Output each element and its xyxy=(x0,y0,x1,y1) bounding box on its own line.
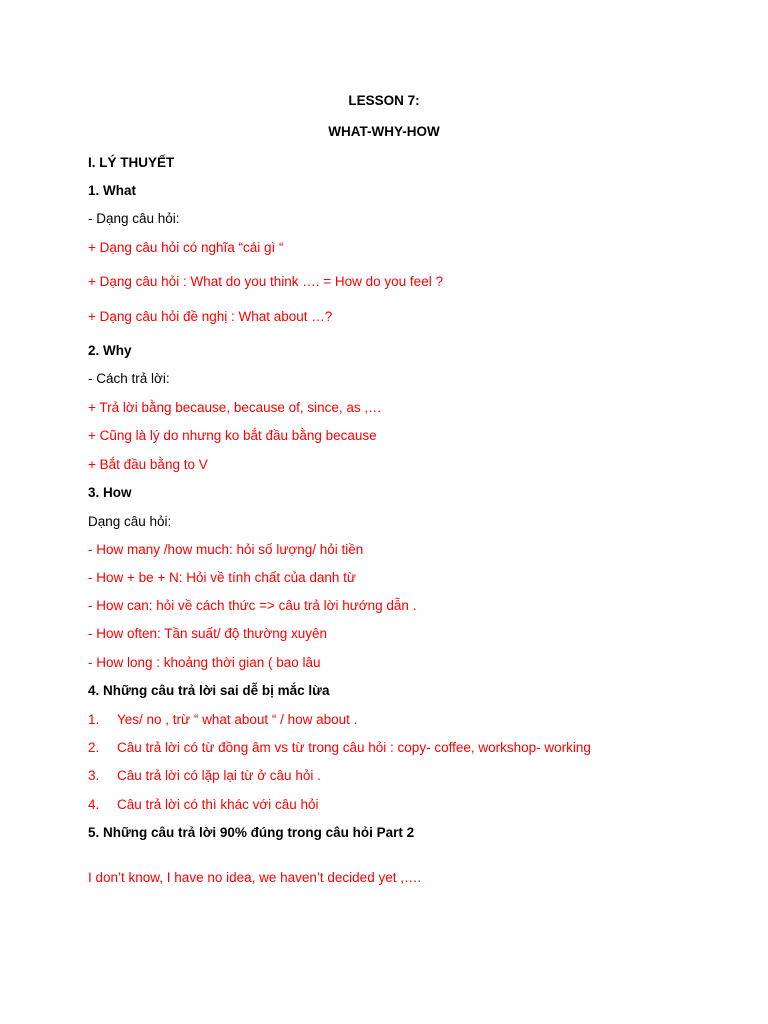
heading-why: 2. Why xyxy=(88,343,132,358)
how-item-3: - How can: hỏi về cách thức => câu trả lời hướng dẫn . xyxy=(88,598,417,613)
wrong-answer-number-1: 1. xyxy=(88,712,100,727)
why-intro: - Cách trả lời: xyxy=(88,371,170,386)
how-item-5: - How long : khoảng thời gian ( bao lâu xyxy=(88,655,321,670)
wrong-answer-number-3: 3. xyxy=(88,768,100,783)
heading-correct-answers: 5. Những câu trả lời 90% đúng trong câu hỏi Part 2 xyxy=(88,825,415,840)
wrong-answer-item-3: Câu trả lời có lặp lại từ ở câu hỏi . xyxy=(117,768,321,783)
heading-what: 1. What xyxy=(88,183,137,198)
what-intro: - Dạng câu hỏi: xyxy=(88,211,180,226)
wrong-answer-number-4: 4. xyxy=(88,797,100,812)
what-item-1: + Dạng câu hỏi có nghĩa “cái gì “ xyxy=(88,240,284,255)
how-item-2: - How + be + N: Hỏi về tính chất của danh từ xyxy=(88,570,356,585)
why-item-3: + Bắt đầu bằng to V xyxy=(88,457,208,472)
heading-wrong-answers: 4. Những câu trả lời sai dễ bị mắc lừa xyxy=(88,683,330,698)
why-item-2: + Cũng là lý do nhưng ko bắt đầu bằng because xyxy=(88,428,377,443)
how-intro: Dạng câu hỏi: xyxy=(88,514,172,529)
wrong-answer-number-2: 2. xyxy=(88,740,100,755)
how-item-1: - How many /how much: hỏi số lượng/ hỏi tiền xyxy=(88,542,364,557)
heading-how: 3. How xyxy=(88,485,132,500)
wrong-answer-item-1: Yes/ no , trừ “ what about “ / how about . xyxy=(117,712,358,727)
how-item-4: - How often: Tần suất/ độ thường xuyên xyxy=(88,626,328,641)
lesson-title: LESSON 7: xyxy=(348,93,420,108)
wrong-answer-item-2: Câu trả lời có từ đồng âm vs từ trong câu hỏi : copy- coffee, workshop- working xyxy=(117,740,591,755)
correct-answers-text: I don’t know, I have no idea, we haven’t decided yet ,…. xyxy=(88,870,422,885)
why-item-1: + Trả lời bằng because, because of, since, as ,… xyxy=(88,400,382,415)
what-item-2: + Dạng câu hỏi : What do you think …. = How do you feel ? xyxy=(88,274,443,289)
what-item-3: + Dạng câu hỏi đề nghị : What about …? xyxy=(88,309,333,324)
lesson-subtitle: WHAT-WHY-HOW xyxy=(328,124,440,139)
wrong-answer-item-4: Câu trả lời có thì khác với câu hỏi xyxy=(117,797,319,812)
section-heading-theory: I. LÝ THUYẾT xyxy=(88,155,175,170)
